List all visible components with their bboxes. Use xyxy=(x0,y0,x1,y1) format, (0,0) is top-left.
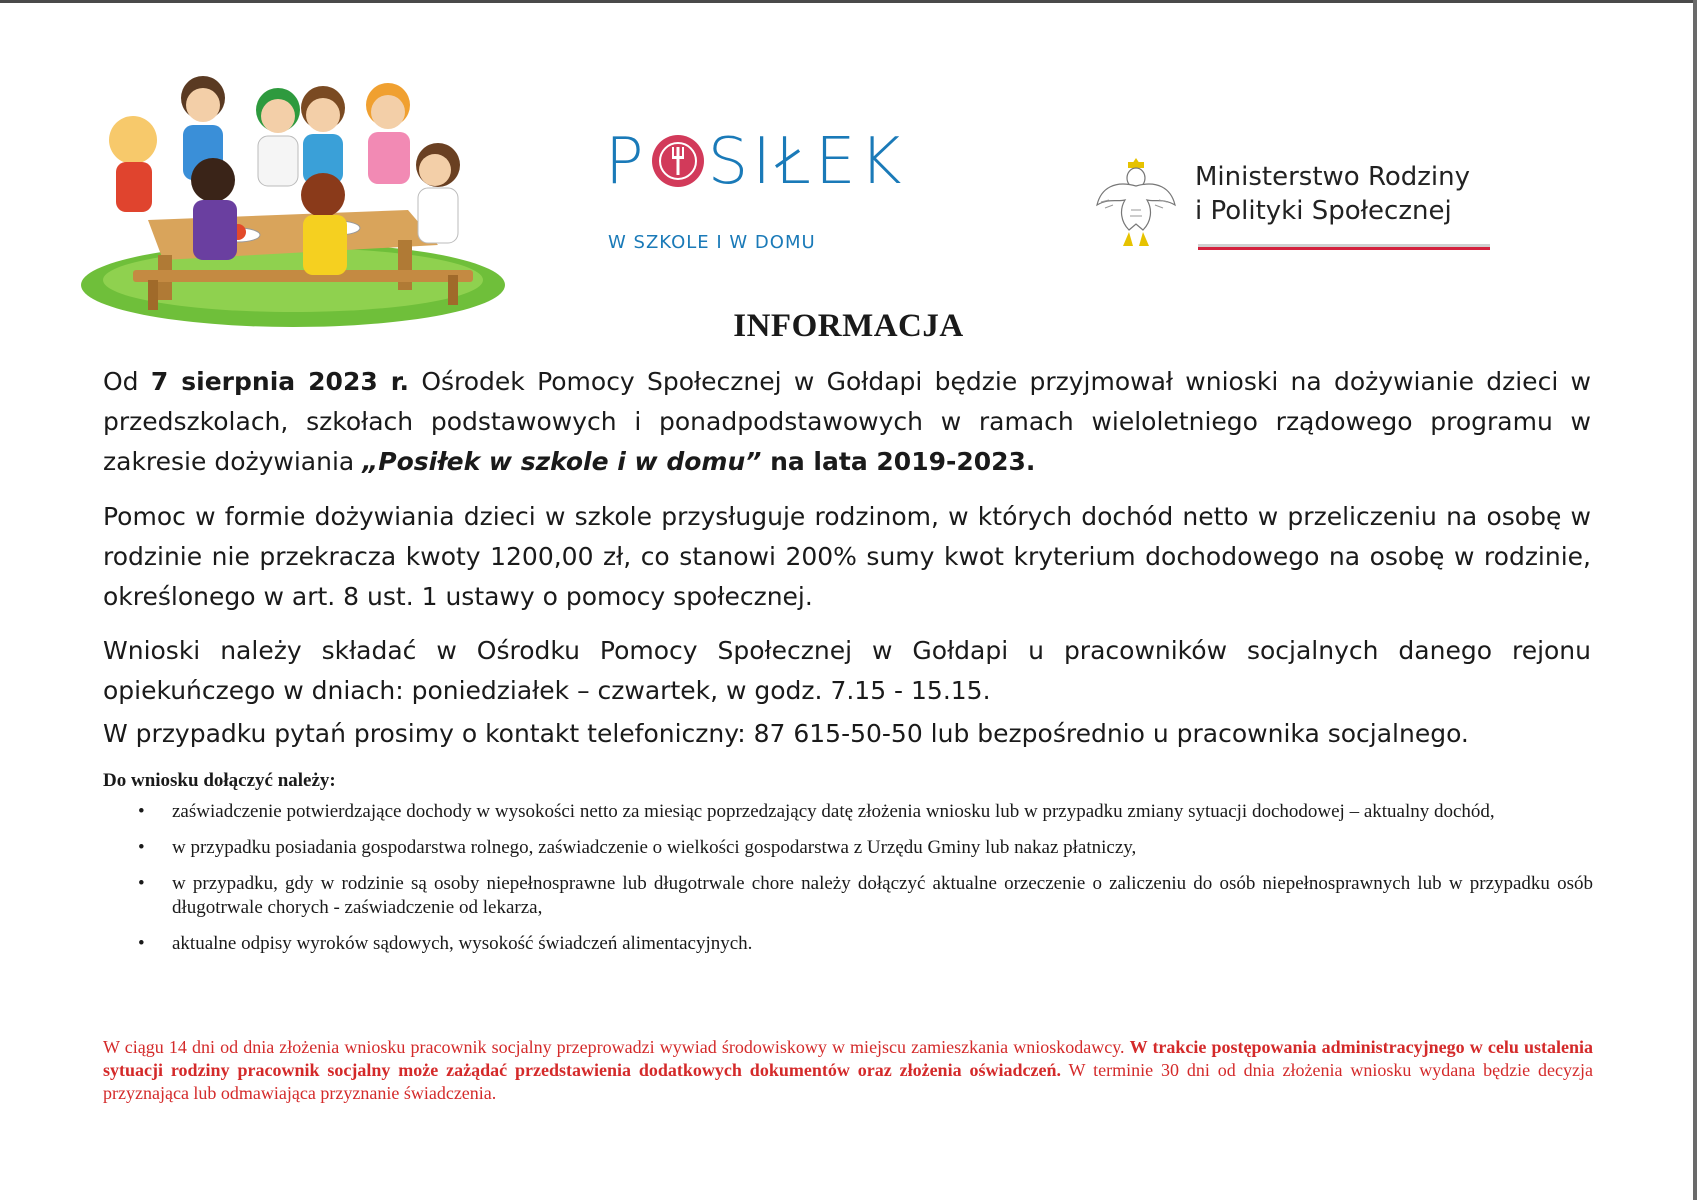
bullet-icon: • xyxy=(138,933,145,954)
procedure-notice: W ciągu 14 dni od dnia złożenia wniosku pracownik socjalny przeprowadzi wywiad środowiskowy w miejscu zamieszkania wnioskodawcy. W trakcie postępowania administracyjnego w celu ustalenia sytuacji rodziny pracownik socjalny może zażądać przedstawienia dodatkowych dokumentów oraz złożenia oświadczeń. W terminie 30 dni od dnia złożenia wniosku wydana będzie decyzja przyznająca lub odmawiająca przyznanie świadczenia. xyxy=(103,1037,1593,1103)
posilek-logo-subtitle: W SZKOLE I W DOMU xyxy=(608,232,816,253)
intro-paragraph: Od 7 sierpnia 2023 r. Ośrodek Pomocy Społecznej w Gołdapi będzie przyjmował wnioski na dożywianie dzieci w przedszkolach, szkołach podstawowych i ponadpodstawowych w ramach wieloletniego rządowego programu w zakresie dożywiania „Posiłek w szkole i w domu” na lata 2019-2023. xyxy=(103,367,1591,476)
attachments-title: Do wniosku dołączyć należy: xyxy=(103,770,336,791)
posilek-program-logo xyxy=(605,125,985,260)
page-title: INFORMACJA xyxy=(733,308,964,344)
posilek-logo-letter-p: P xyxy=(605,125,648,199)
list-item: • w przypadku posiadania gospodarstwa rolnego, zaświadczenie o wielkości gospodarstwa z Urzędu Gminy lub nakaz płatniczy, xyxy=(138,837,1137,858)
bullet-icon: • xyxy=(138,873,145,894)
procedure-notice-bold: W trakcie postępowania administracyjnego w celu ustalenia sytuacji rodziny pracownik socjalny może zażądać przedstawienia dodatkowych dokumentów oraz złożenia oświadczeń. xyxy=(103,1037,1593,1080)
ministry-name xyxy=(1195,160,1470,228)
posilek-logo-title xyxy=(605,125,906,199)
plate-fork-icon xyxy=(650,133,706,189)
polish-eagle-emblem-icon xyxy=(1095,150,1177,254)
contact-paragraph: W przypadku pytań prosimy o kontakt telefoniczny: 87 615-50-50 lub bezpośrednio u pracownika socjalnego. xyxy=(103,719,1469,748)
bullet-icon: • xyxy=(138,801,145,822)
ministry-name-line1: Ministerstwo Rodziny xyxy=(1195,162,1471,192)
ministry-flag-bar xyxy=(1198,244,1490,250)
list-item: • aktualne odpisy wyroków sądowych, wysokość świadczeń alimentacyjnych. xyxy=(138,933,753,954)
eligibility-paragraph: Pomoc w formie dożywiania dzieci w szkole przysługuje rodzinom, w których dochód netto w przeliczeniu na osobę w rodzinie nie przekracza kwoty 1200,00 zł, co stanowi 200% sumy kwot kryterium dochodowego na osobę w rodzinie, określonego w art. 8 ust. 1 ustawy o pomocy społecznej. xyxy=(103,502,1591,611)
children-picnic-illustration xyxy=(78,70,508,330)
submission-paragraph: Wnioski należy składać w Ośrodku Pomocy Społecznej w Gołdapi u pracowników socjalnych danego rejonu opiekuńczego w dniach: poniedziałek – czwartek, w godz. 7.15 - 15.15. xyxy=(103,636,1591,705)
list-item: • zaświadczenie potwierdzające dochody w wysokości netto za miesiąc poprzedzający datę złożenia wniosku lub w przypadku zmiany sytuacji dochodowej – aktualny dochód, xyxy=(138,801,1495,822)
posilek-logo-rest: SIŁEK xyxy=(707,125,906,199)
attachments-list xyxy=(103,800,1593,968)
program-years: na lata 2019-2023. xyxy=(761,447,1036,476)
program-name: „Posiłek w szkole i w domu” xyxy=(362,447,762,476)
list-item: • w przypadku, gdy w rodzinie są osoby niepełnosprawne lub długotrwale chore należy dołączyć aktualne orzeczenie o zaliczeniu do osób niepełnosprawnych lub w przypadku osób długotrwale chorych - zaświadczenie od lekarza, xyxy=(138,873,1593,918)
scan-top-edge xyxy=(0,0,1697,3)
start-date: 7 sierpnia 2023 r. xyxy=(150,367,410,396)
ministry-name-line2: i Polityki Społecznej xyxy=(1195,196,1452,226)
scan-right-edge xyxy=(1693,0,1697,1200)
bullet-icon: • xyxy=(138,837,145,858)
ministry-logo xyxy=(1095,150,1495,260)
